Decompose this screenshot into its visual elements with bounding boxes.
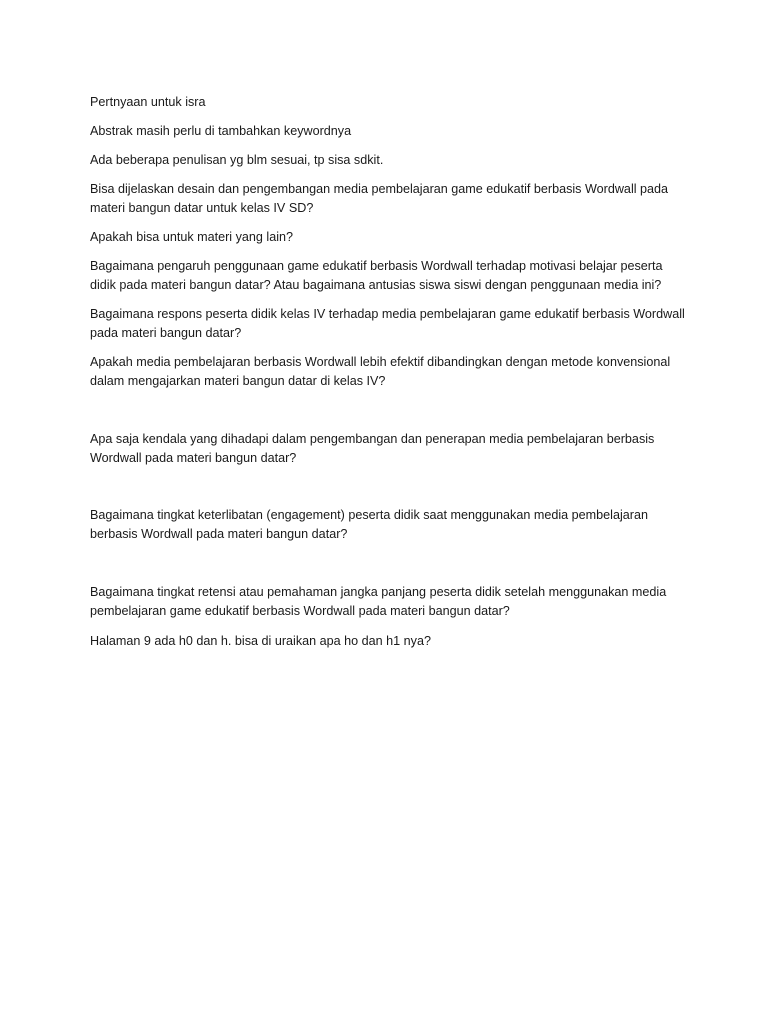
paragraph-title: Pertnyaan untuk isra (90, 95, 206, 109)
paragraph-question-response: Bagaimana respons peserta didik kelas IV terhadap media pembelajaran game edukatif berbasis Wordwall pada materi bangun datar? (90, 307, 685, 340)
paragraph-question-engagement: Bagaimana tingkat keterlibatan (engagement) peserta didik saat menggunakan media pembelajaran berbasis Wordwall pada materi bangun datar? (90, 508, 648, 541)
paragraph-question-effectiveness: Apakah media pembelajaran berbasis Wordwall lebih efektif dibandingkan dengan metode konvensional dalam mengajarkan materi bangun datar di kelas IV? (90, 355, 671, 388)
paragraph-question-retention: Bagaimana tingkat retensi atau pemahaman jangka panjang peserta didik setelah menggunakan media pembelajaran game edukatif berbasis Wordwall pada materi bangun datar? (90, 585, 667, 618)
paragraph-page-note: Halaman 9 ada h0 dan h. bisa di uraikan apa ho dan h1 nya? (90, 634, 431, 648)
paragraph-question-obstacles: Apa saja kendala yang dihadapi dalam pengembangan dan penerapan media pembelajaran berbasis Wordwall pada materi bangun datar? (90, 432, 655, 465)
paragraph-question-other-material: Apakah bisa untuk materi yang lain? (90, 230, 294, 244)
paragraph-question-motivation: Bagaimana pengaruh penggunaan game edukatif berbasis Wordwall terhadap motivasi belajar peserta didik pada materi bangun datar? Atau bagaimana antusias siswa siswi dengan penggunaan media ini? (90, 259, 663, 292)
paragraph-abstract-note: Abstrak masih perlu di tambahkan keywordnya (90, 124, 352, 138)
paragraph-writing-note: Ada beberapa penulisan yg blm sesuai, tp sisa sdkit. (90, 153, 384, 167)
paragraph-question-design: Bisa dijelaskan desain dan pengembangan media pembelajaran game edukatif berbasis Wordwall pada materi bangun datar untuk kelas IV SD? (90, 182, 669, 215)
